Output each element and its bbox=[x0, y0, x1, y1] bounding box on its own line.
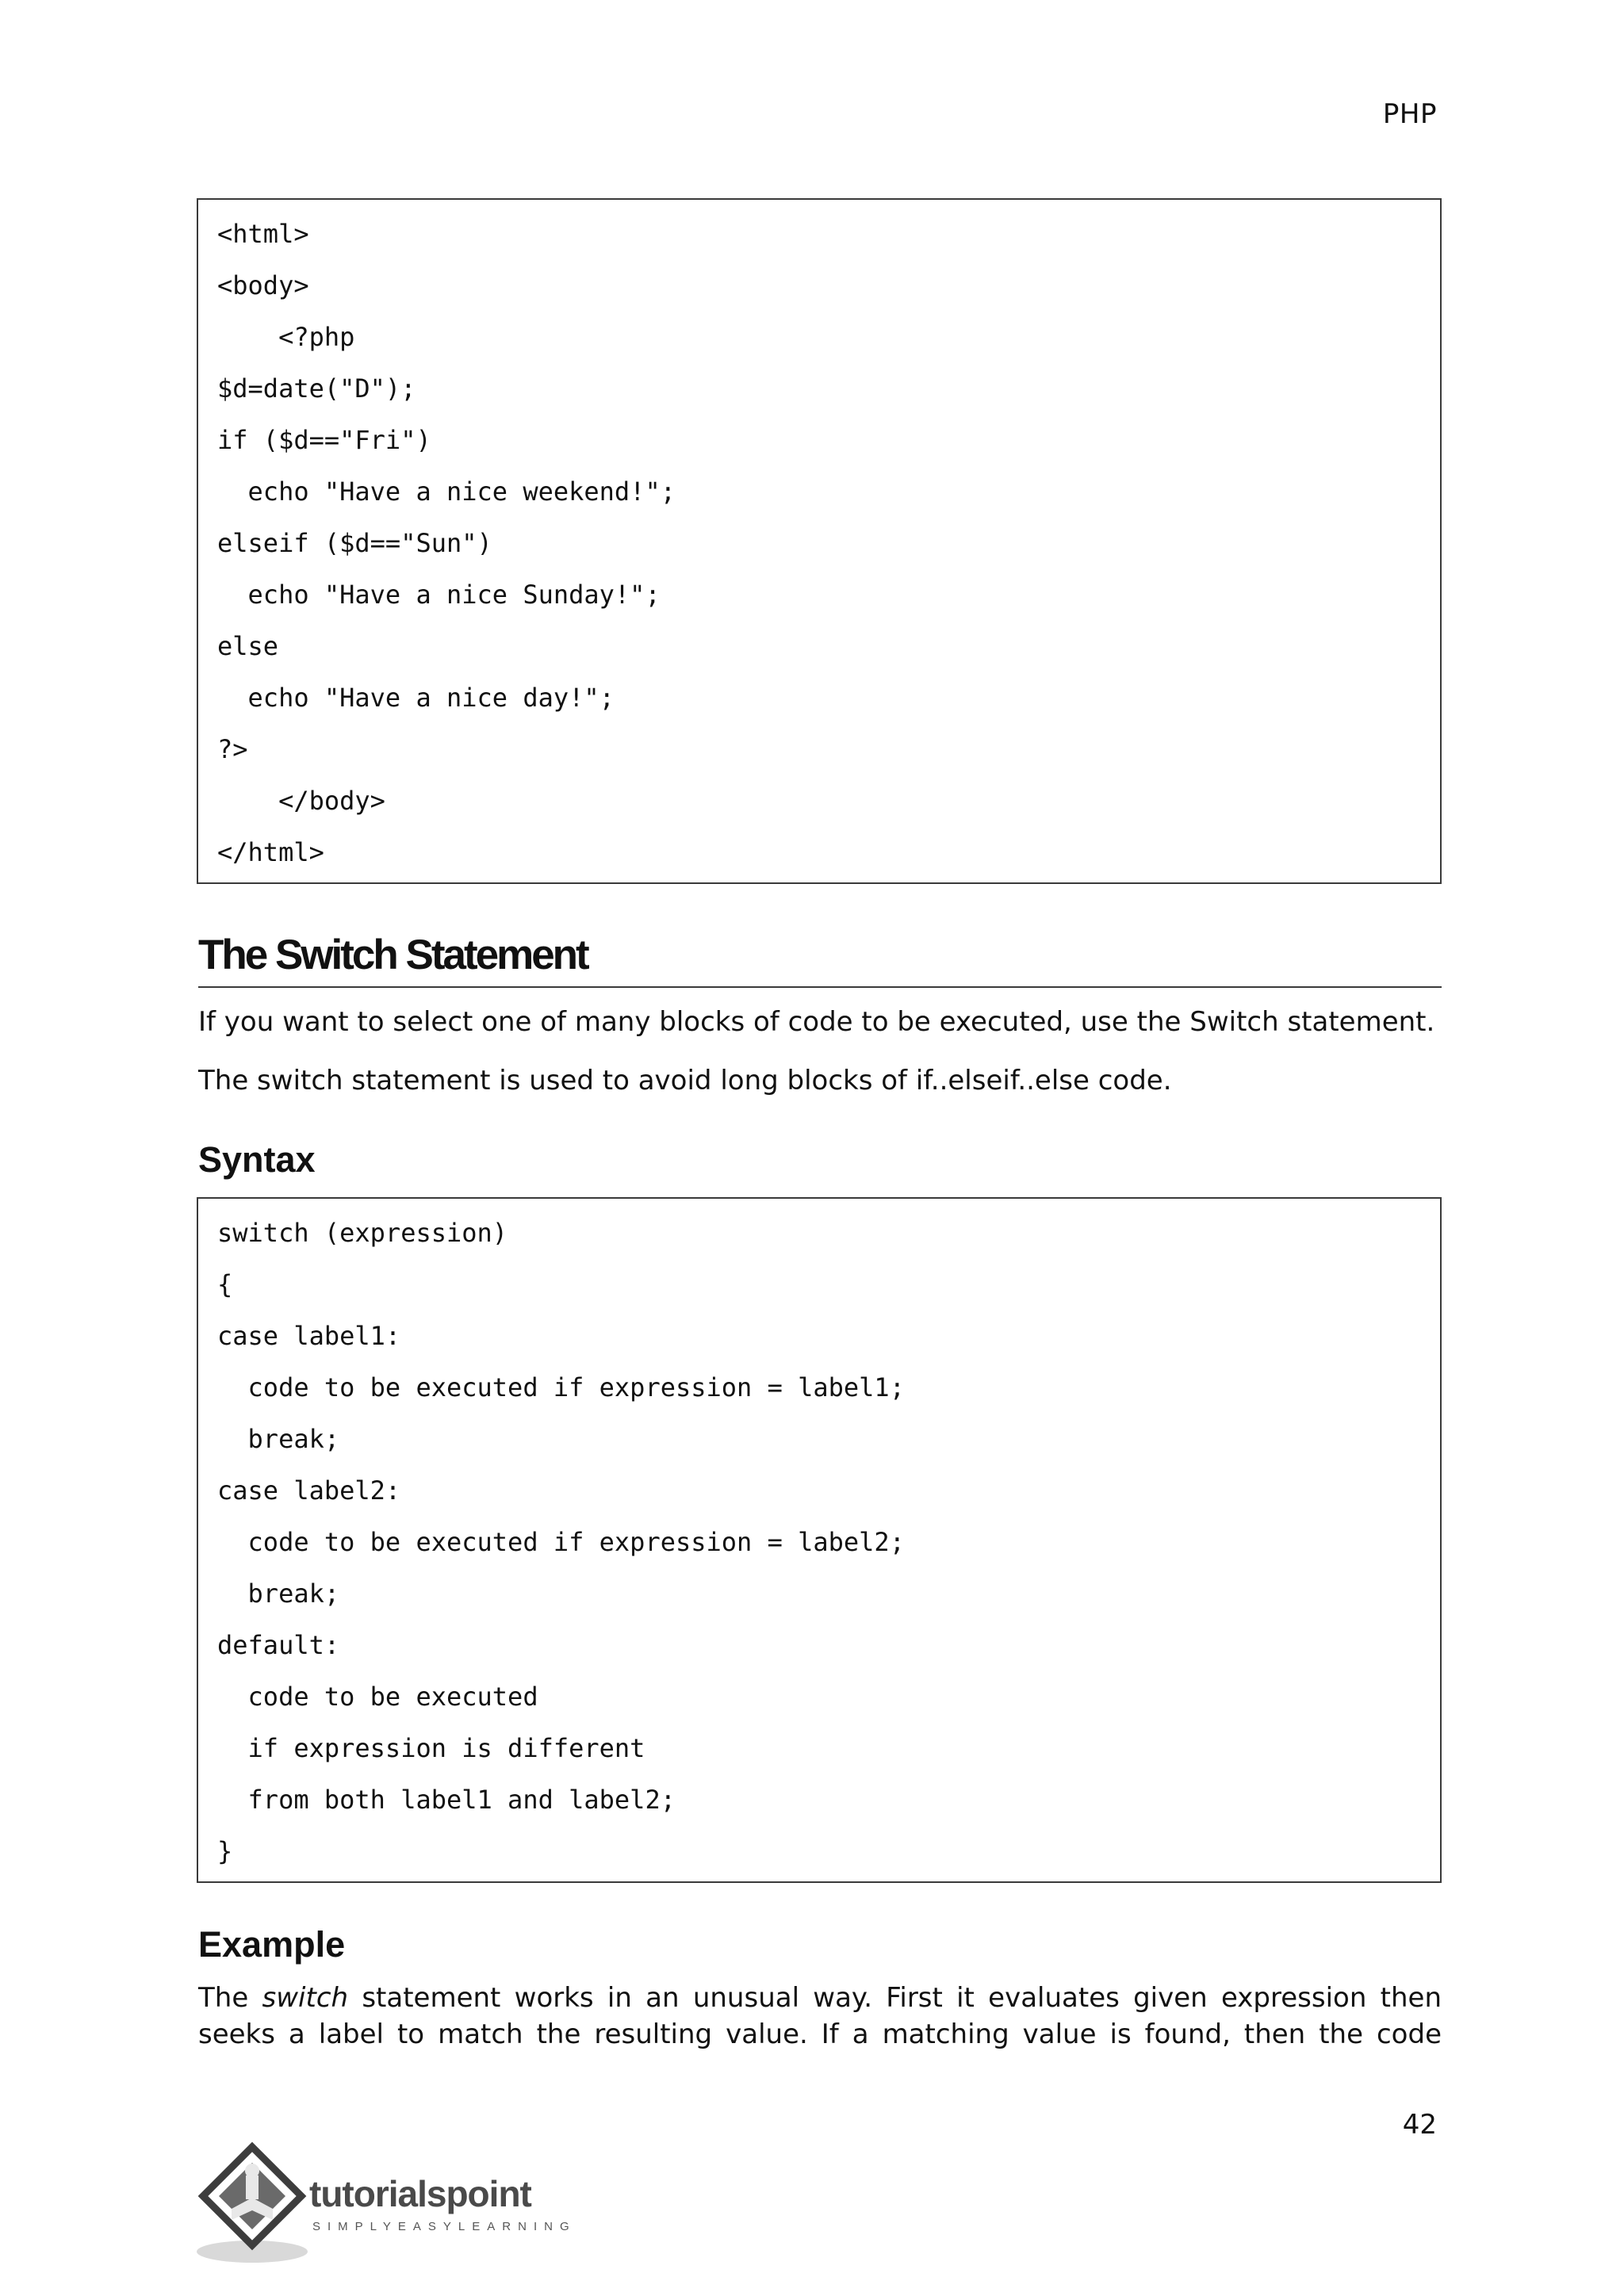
logo-tagline: SIMPLYEASYLEARNING bbox=[312, 2220, 576, 2233]
code-line: default: bbox=[217, 1630, 340, 1660]
code-block-switch-syntax bbox=[197, 1197, 1442, 1883]
logo-wordmark: tutorialspoint bbox=[309, 2173, 531, 2214]
code-line: if ($d=="Fri") bbox=[217, 425, 431, 455]
code-line: </html> bbox=[217, 837, 324, 867]
body-paragraph: The switch statement is used to avoid long blocks of if..elseif..else code. bbox=[198, 1065, 1172, 1096]
code-line: $d=date("D"); bbox=[217, 373, 416, 404]
code-line: } bbox=[217, 1836, 233, 1866]
example-text: The bbox=[198, 1982, 262, 2014]
italic-keyword: switch bbox=[262, 1982, 349, 2014]
code-block-if-elseif bbox=[197, 198, 1442, 884]
code-line: switch (expression) bbox=[217, 1218, 508, 1248]
tutorialspoint-logo bbox=[197, 2141, 609, 2267]
example-paragraph bbox=[198, 1980, 1442, 2053]
code-line: case label2: bbox=[217, 1475, 401, 1506]
code-line: code to be executed if expression = label2; bbox=[217, 1527, 905, 1557]
code-line: <html> bbox=[217, 219, 309, 249]
code-line: echo "Have a nice Sunday!"; bbox=[217, 580, 661, 610]
code-line: if expression is different bbox=[217, 1733, 645, 1763]
code-line: elseif ($d=="Sun") bbox=[217, 528, 492, 558]
code-line: code to be executed bbox=[217, 1682, 538, 1712]
running-header: PHP bbox=[1382, 98, 1437, 130]
section-title: The Switch Statement bbox=[198, 928, 1442, 988]
code-line: echo "Have a nice day!"; bbox=[217, 683, 615, 713]
code-line: break; bbox=[217, 1578, 340, 1609]
example-text: statement works in an unusual way. First it evaluates given expression then bbox=[348, 1982, 1442, 2014]
example-line-1 bbox=[198, 1980, 1442, 2016]
example-heading: Example bbox=[198, 1924, 346, 1965]
code-line: echo "Have a nice weekend!"; bbox=[217, 476, 676, 507]
code-line: <?php bbox=[217, 322, 355, 352]
syntax-heading: Syntax bbox=[198, 1139, 316, 1180]
code-line: ?> bbox=[217, 734, 248, 764]
code-line: code to be executed if expression = label1; bbox=[217, 1372, 905, 1402]
page-number: 42 bbox=[1402, 2109, 1437, 2141]
code-line: { bbox=[217, 1269, 233, 1299]
example-line-2: seeks a label to match the resulting value. If a matching value is found, then the code bbox=[198, 2019, 1442, 2050]
code-line: break; bbox=[217, 1424, 340, 1454]
code-line: <body> bbox=[217, 270, 309, 300]
logo-emblem-icon bbox=[197, 2141, 316, 2267]
code-line: </body> bbox=[217, 786, 385, 816]
code-line: from both label1 and label2; bbox=[217, 1785, 676, 1815]
body-paragraph: If you want to select one of many blocks of code to be executed, use the Switch statement. bbox=[198, 1006, 1435, 1038]
code-line: case label1: bbox=[217, 1321, 401, 1351]
code-line: else bbox=[217, 631, 279, 661]
